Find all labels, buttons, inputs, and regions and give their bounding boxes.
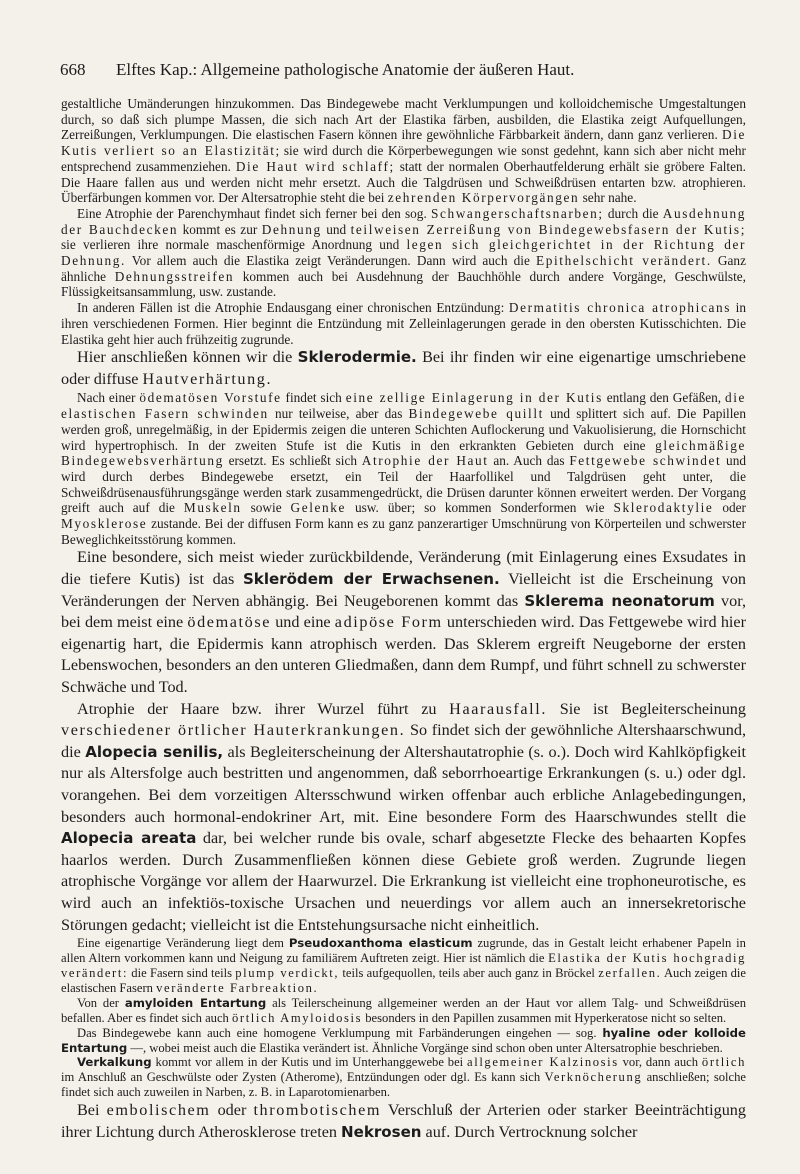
- text-run: unterschieden wird. Das Fettgewebe wird hier eigenartig hart, die Epidermis kann atrophisch werden. Das Sklerem ergreift Neugeborne der ersten Lebenswochen, besonders an den unteren Gliedmaßen, dann dem Rumpf, und führt schnell zu schwerster Schwäche und Tod.: [61, 613, 746, 697]
- spaced-emphasis: allgemeiner Kalzinosis: [467, 1055, 619, 1070]
- paragraph: [61, 390, 746, 547]
- spaced-emphasis: Gelenke: [290, 500, 347, 516]
- spaced-emphasis: Hautverhärtung.: [142, 369, 273, 388]
- spaced-emphasis: embolischem: [106, 1101, 211, 1120]
- text-run: Bei: [77, 1101, 107, 1120]
- text-run: Atrophie der Haare bzw. ihrer Wurzel führt zu: [77, 699, 450, 718]
- spaced-emphasis: Die Haut wird schlaff;: [235, 158, 395, 174]
- text-run: Sie ist Begleiterscheinung: [547, 699, 746, 718]
- text-run: die Fasern sind teils: [128, 965, 236, 980]
- text-run: vor, bei dem meist eine: [61, 591, 746, 632]
- page-number: 668: [60, 60, 86, 79]
- text-run: als Begleiterscheinung der Altershautatrophie (s. o.). Doch wird Kahlköpfigkeit nur als Altersfolge auch bestritten und angenommen, daß seborrhoeartige Erkrankungen (s. u.) oder dgl. vorangehen. Bei dem vorzeitigen Altersschwund wirken offenbar auch erbliche Anlagebedingungen, besonders auch hormonal-endokriner Art, mit. Eine besondere Form des Haarschwundes stellt die: [61, 742, 746, 826]
- spaced-emphasis: Verknöcherung: [544, 1070, 643, 1085]
- text-run: Verschluß der Arterien oder starker Beeinträchtigung ihrer Lichtung durch Atherosklerose treten: [61, 1101, 746, 1141]
- text-run: und wird durch derbes Bindegewebe ersetzt, ein Teil der Haarfollikel und Talgdrüsen geht unter, die Schweißdrüsenausführungsgänge werden stark zusammengedrückt, die Drüsen darunter können erweitert werden. Der Vorgang greift auch auf die: [61, 453, 746, 516]
- text-run: durch die: [603, 205, 663, 221]
- spaced-emphasis: die elastischen Fasern schwinden: [61, 390, 747, 422]
- text-run: und: [321, 221, 351, 237]
- spaced-emphasis: ödematöse: [187, 613, 272, 632]
- text-run: Hier anschließen können wir die: [77, 348, 298, 367]
- text-run: kommt es zur: [178, 221, 262, 237]
- bold-term: Pseudoxanthoma elasticum: [288, 936, 473, 951]
- text-run: Von der: [77, 995, 125, 1010]
- text-run: zustande. Bei der diffusen Form kann es zu ganz panzerartiger Umschnürung von Körperteilen und schwerster Beweglichkeitsstörung kommen.: [61, 516, 746, 547]
- text-run: kommen auch bei Ausdehnung der Bauchhöhle durch andere Vorgänge, Geschwülste, Flüssigkeitsansammlung, usw. zustande.: [61, 268, 747, 300]
- paragraph: [61, 996, 746, 1026]
- bold-term: Verkalkung: [77, 1055, 152, 1070]
- paragraph: [61, 206, 746, 300]
- text-run: an. Auch das: [488, 453, 570, 469]
- bold-term: hyaline oder kolloide Entartung: [61, 1025, 746, 1055]
- text-run: ersetzt. Es schließt sich: [223, 453, 362, 469]
- spaced-emphasis: ödematösen Vorstufe: [139, 390, 282, 406]
- spaced-emphasis: Muskeln: [183, 500, 242, 516]
- spaced-emphasis: Fettgewebe schwindet: [569, 453, 722, 469]
- spaced-emphasis: zerfallen.: [598, 965, 662, 980]
- body-text: [61, 96, 746, 1143]
- spaced-emphasis: Dermatitis chronica atrophicans: [508, 300, 731, 316]
- text-run: oder: [210, 1101, 254, 1120]
- spaced-emphasis: legen sich gleichgerichtet in der Richtung der Dehnung.: [61, 237, 746, 269]
- spaced-emphasis: teilweisen Zerreißung von Bindegewebsfasern der Kutis;: [350, 221, 746, 237]
- text-run: teils aufgequollen, teils aber auch ganz in Bröckel: [339, 965, 599, 980]
- text-run: Eine besondere, sich meist wieder zurückbildende, Veränderung (mit Einlagerung eines Exsudates in die tiefere Kutis) ist das: [61, 548, 746, 589]
- text-run: Eine Atrophie der Parenchymhaut findet sich ferner bei den sog.: [77, 205, 431, 221]
- spaced-emphasis: örtlich: [701, 1055, 746, 1070]
- text-run: sie verlieren ihre normale maschenförmige Anordnung und: [61, 237, 407, 253]
- text-run: kommt vor allem in der Kutis und im Unterhanggewebe bei: [151, 1055, 468, 1070]
- spaced-emphasis: Ausdehnung der Bauchdecken: [61, 205, 746, 237]
- spaced-emphasis: veränderte Farbreaktion.: [156, 980, 319, 995]
- text-run: Eine eigenartige Veränderung liegt dem: [77, 936, 289, 951]
- text-run: findet sich: [281, 390, 346, 406]
- text-run: und eine: [271, 613, 335, 632]
- spaced-emphasis: Dehnungsstreifen: [114, 268, 235, 284]
- spaced-emphasis: Haarausfall.: [449, 699, 548, 718]
- spaced-emphasis: Myosklerose: [61, 516, 148, 532]
- text-run: anschließen; solche findet sich auch zuweilen in Narben, z. B. in Laparotomienarben.: [61, 1070, 747, 1100]
- paragraph: [61, 1026, 746, 1056]
- spaced-emphasis: verschiedener örtlicher Hauterkrankungen.: [61, 721, 406, 740]
- paragraph: [61, 300, 746, 347]
- text-run: oder: [713, 500, 746, 516]
- paragraph: [61, 1055, 746, 1100]
- text-run: Bei ihr finden wir eine eigenartige umschriebene oder diffuse: [61, 348, 746, 388]
- text-run: sehr nahe.: [579, 190, 637, 206]
- text-run: dar, bei welcher runde bis ovale, scharf abgesetzte Flecke des behaarten Kopfes haarlos werden. Durch Zusammenfließen können diese Gebiete groß werden. Zugrunde liegen atrophische Vorgänge vor allem der Haarwurzel. Die Erkrankung ist vielleicht eine trophoneurotische, es wird auch an infektiös-toxische Ursachen und neuerdings vor allem auch an innersekretorische Störungen gedacht; vielleicht ist die Entstehungsursache nicht einheitlich.: [61, 829, 746, 934]
- bold-term: Alopecia senilis,: [85, 742, 224, 761]
- spaced-emphasis: Epithelschicht verändert.: [536, 253, 712, 269]
- paragraph: [61, 347, 746, 390]
- bold-term: amyloiden Entartung: [124, 995, 267, 1010]
- spaced-emphasis: Sklerodaktylie: [613, 500, 714, 516]
- spaced-emphasis: gleichmäßige Bindegewebsverhärtung: [61, 437, 746, 469]
- spaced-emphasis: Schwangerschaftsnarben;: [430, 205, 604, 221]
- text-run: ; sie wird durch die Körperbewegungen wie sonst gedehnt, kann sich aber nicht mehr entsprechend zusammenziehen.: [61, 143, 746, 174]
- text-run: usw. über; so kommen Sonderformen wie: [346, 500, 614, 516]
- text-run: auf. Durch Vertrocknung solcher: [421, 1122, 638, 1141]
- text-run: besonders in den Papillen zusammen mit Hyperkeratose nicht so selten.: [362, 1010, 727, 1025]
- text-run: vor, dann auch: [618, 1055, 702, 1070]
- spaced-emphasis: zehrenden Körpervorgängen: [387, 190, 580, 206]
- text-run: Vor allem auch die Elastika zeigt Veränderungen. Dann wird auch die: [125, 253, 537, 269]
- paragraph: [61, 547, 746, 698]
- running-header: [60, 60, 740, 80]
- text-run: zugrunde, das in Gestalt leicht erhabener Papeln in allen Altern vorkommen kann und Neigung zu familiärem Auftreten zeigt. Hier ist nämlich die: [61, 936, 746, 966]
- bold-term: Sklerema neonatorum: [524, 591, 715, 610]
- bold-term: Sklerodermie.: [297, 348, 417, 367]
- spaced-emphasis: eine zellige Einlagerung in der Kutis: [345, 390, 603, 406]
- spaced-emphasis: Elastika der Kutis hochgradig verändert:: [61, 951, 746, 980]
- text-run: nur teilweise, aber das: [268, 406, 409, 422]
- spaced-emphasis: Dehnung: [261, 221, 322, 237]
- text-run: und splittert sich auf. Die Papillen werden groß, unregelmäßig, in der Epidermis zeigen die unteren Schichten Auflockerung und Vakuolisierung, die Hornschicht wird hypertrophisch. In der zweiten Stufe ist die Kutis in den erkrankten Gebieten durch eine: [61, 406, 746, 453]
- text-run: als Teilerscheinung allgemeiner werden an der Haut vor allem Talg- und Schweißdrüsen befallen. Aber es findet sich auch: [61, 995, 746, 1025]
- spaced-emphasis: örtlich Amyloidosis: [232, 1010, 363, 1025]
- spaced-emphasis: Atrophie der Haut: [361, 453, 489, 469]
- bold-term: Nekrosen: [341, 1122, 422, 1141]
- text-run: So findet sich der gewöhnliche Altershaarschwund, die: [61, 721, 746, 761]
- text-run: statt der normalen Oberhautfelderung erhält sie gröbere Falten. Die Haare fallen aus und werden nicht mehr ersetzt. Auch die Talgdrüsen und Schweißdrüsen entarten bzw. atrophieren. Überfärbungen kommen vor. Der Altersatrophie steht die bei: [61, 158, 746, 206]
- text-run: Ganz ähnliche: [61, 253, 746, 284]
- text-run: im Anschluß an Geschwülste oder Zysten (Atherome), Entzündungen oder dgl. Es kann sich: [61, 1070, 545, 1085]
- paragraph: [61, 699, 746, 937]
- spaced-emphasis: thrombotischem: [253, 1101, 382, 1120]
- text-run: in ihren verschiedenen Formen. Hier beginnt die Entzündung mit Zelleinlagerungen gerade in den obersten Kutisschichten. Die Elastika geht hier auch frühzeitig zugrunde.: [61, 300, 746, 347]
- text-run: Nach einer: [77, 390, 140, 406]
- text-run: sowie: [241, 500, 291, 516]
- text-run: —, wobei meist auch die Elastika verändert ist. Ähnliche Vorgänge sind schon oben unter Altersatrophie beschrieben.: [127, 1040, 723, 1055]
- paragraph: [61, 1100, 746, 1143]
- spaced-emphasis: Bindegewebe quillt: [408, 406, 544, 422]
- text-run: Das Bindegewebe kann auch eine homogene Verklumpung mit Farbänderungen eingehen — sog.: [77, 1025, 603, 1040]
- text-run: gestaltliche Umänderungen hinzukommen. Das Bindegewebe macht Verklumpungen und kolloidchemische Umgestaltungen durch, so daß sich plumpe Massen, die sich nach Art der Elastika färben, ausbilden, die Elastika zeigt Aufquellungen, Zerreißungen, Verklumpungen. Die elastischen Fasern können ihre gewöhnliche Färbbarkeit ändern, dann ganz verlieren.: [61, 96, 746, 143]
- text-run: entlang den Gefäßen,: [602, 390, 725, 406]
- paragraph: [61, 936, 746, 996]
- paragraph: [61, 96, 746, 206]
- text-run: Vielleicht ist die Erscheinung von Veränderungen der Nerven abhängig. Bei Neugeborenen kommt das: [61, 570, 747, 610]
- bold-term: Alopecia areata: [61, 829, 197, 848]
- running-title: Elftes Kap.: Allgemeine pathologische Anatomie der äußeren Haut.: [116, 60, 575, 79]
- spaced-emphasis: adipöse Form: [334, 613, 443, 632]
- bold-term: Sklerödem der Erwachsenen.: [242, 570, 500, 589]
- text-run: In anderen Fällen ist die Atrophie Endausgang einer chronischen Entzündung:: [77, 300, 509, 316]
- spaced-emphasis: Die Kutis verliert so an Elastizität: [61, 127, 746, 159]
- spaced-emphasis: plump verdickt,: [235, 965, 340, 980]
- text-run: Auch zeigen die elastischen Fasern: [61, 965, 747, 995]
